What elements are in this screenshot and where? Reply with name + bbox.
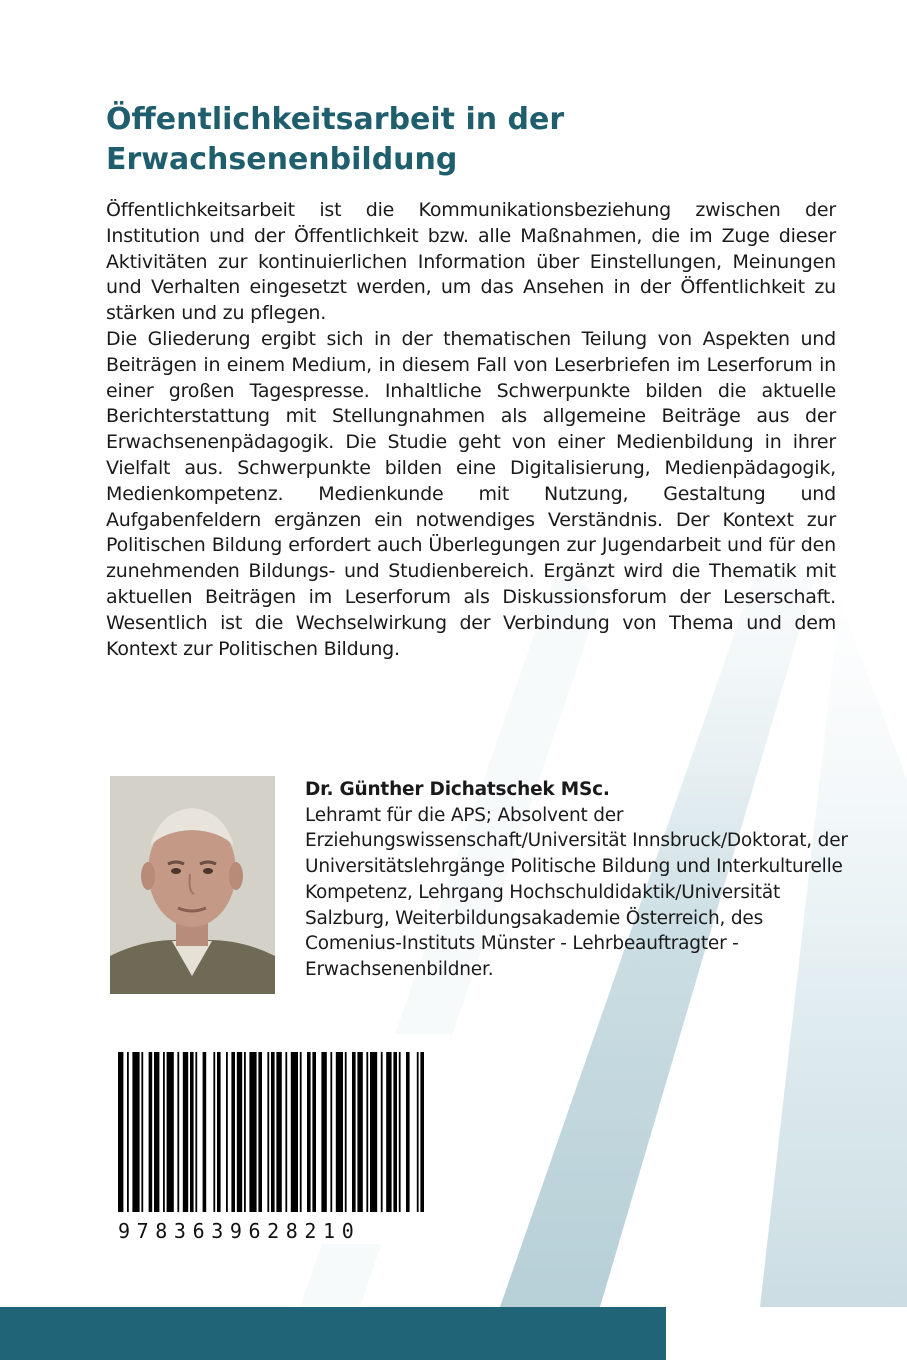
barcode-bar	[406, 1052, 410, 1212]
barcode-bar	[177, 1052, 179, 1212]
barcode-bar	[381, 1052, 383, 1212]
barcode-bar	[366, 1052, 368, 1212]
abstract-paragraph-2: Die Gliederung ergibt sich in der thematischen Teilung von Aspekten und Beiträgen in einem Medium, in diesem Fall von Leserbriefen im Leserforum in einer großen Tagespresse. Inhaltliche Schwerpunkte bilden die aktuelle Berichterstattung mit Stellungnahmen als allgemeine Beiträge aus der Erwachsenenpädagogik. Die Studie geht von einer Medienbildung in ihrer Vielfalt aus. Schwerpunkte bilden eine Digitalisierung, Medienpädagogik, Medienkompetenz. Medienkunde mit Nutzung, Gestaltung und Aufgabenfeldern ergänzen ein notwendiges Verständnis. Der Kontext zur Politischen Bildung erfordert auch Überlegungen zur Jugendarbeit und für den zunehmenden Bildungs- und Studienbereich. Ergänzt wird die Thematik mit aktuellen Beiträgen im Leserforum als Diskussionsforum der Leserschaft. Wesentlich ist die Wechselwirkung der Verbindung von Thema und dem Kontext zur Politischen Bildung.	[106, 327, 836, 660]
isbn-number: 9783639628210	[118, 1219, 361, 1243]
barcode-bar	[357, 1052, 362, 1212]
book-abstract	[106, 198, 836, 662]
barcode-bar	[127, 1052, 129, 1212]
barcode-bar	[321, 1052, 326, 1212]
barcode-bar	[393, 1052, 397, 1212]
barcode-bar	[417, 1052, 419, 1212]
barcode-bar	[118, 1052, 123, 1212]
barcode-bar	[291, 1052, 298, 1212]
barcode-bar	[399, 1052, 401, 1212]
barcode-bar	[132, 1052, 139, 1212]
barcode-bar	[237, 1052, 242, 1212]
barcode-bar	[352, 1052, 356, 1212]
barcode-bar	[345, 1052, 347, 1212]
barcode-bar	[386, 1052, 391, 1212]
barcode-bar	[244, 1052, 246, 1212]
barcode-bar	[249, 1052, 256, 1212]
barcode-bar	[163, 1052, 165, 1212]
barcode-bar	[312, 1052, 316, 1212]
barcode-bar	[226, 1052, 228, 1212]
barcode-bar	[231, 1052, 235, 1212]
barcode-bar	[195, 1052, 197, 1212]
barcode-bar	[167, 1052, 174, 1212]
book-title-line-2: Erwachsenenbildung	[106, 142, 458, 177]
barcode-bar	[285, 1052, 287, 1212]
barcode-bar	[213, 1052, 215, 1212]
author-bio: Lehramt für die APS; Absolvent der Erziehungswissenschaft/Universität Innsbruck/Doktorat, der Universitätslehrgänge Politische Bildung und Interkulturelle Kompetenz, Lehrgang Hochschuldidaktik/Universität Salzburg, Weiterbildungsakademie Österreich, des Comenius-Instituts Münster - Lehrbeauftragter - Erwachsenenbildner.	[305, 804, 848, 980]
book-title-line-1: Öffentlichkeitsarbeit in der	[106, 102, 565, 137]
barcode-bar	[271, 1052, 275, 1212]
author-portrait-image	[110, 776, 275, 994]
barcode-bar	[149, 1052, 153, 1212]
barcode-bars	[110, 1034, 430, 1214]
barcode-bar	[183, 1052, 188, 1212]
author-name: Dr. Günther Dichatschek MSc.	[305, 779, 610, 800]
barcode-bar	[276, 1052, 281, 1212]
abstract-paragraph-1: Öffentlichkeitsarbeit ist die Kommunikationsbeziehung zwischen der Institution und der Öffentlichkeit bzw. alle Maßnahmen, die im Zuge dieser Aktivitäten zur kontinuierlichen Information über Einstellungen, Meinungen und Verhalten eingesetzt werden, um das Ansehen in der Öffentlichkeit zu stärken und zu pflegen.	[106, 199, 836, 325]
footer-band	[0, 1307, 666, 1360]
barcode-bar	[336, 1052, 343, 1212]
barcode-bar	[300, 1052, 302, 1212]
isbn-barcode	[110, 1034, 450, 1244]
barcode-bar	[190, 1052, 194, 1212]
barcode-bar	[420, 1052, 424, 1212]
barcode-bar	[203, 1052, 207, 1212]
barcode-bar	[267, 1052, 269, 1212]
barcode-bar	[258, 1052, 262, 1212]
book-title	[106, 100, 826, 180]
barcode-bar	[307, 1052, 311, 1212]
barcode-bar	[217, 1052, 221, 1212]
author-portrait	[110, 776, 275, 994]
barcode-bar	[154, 1052, 159, 1212]
author-info	[305, 777, 865, 983]
barcode-bar	[370, 1052, 377, 1212]
barcode-bar	[330, 1052, 332, 1212]
barcode-bar	[141, 1052, 143, 1212]
